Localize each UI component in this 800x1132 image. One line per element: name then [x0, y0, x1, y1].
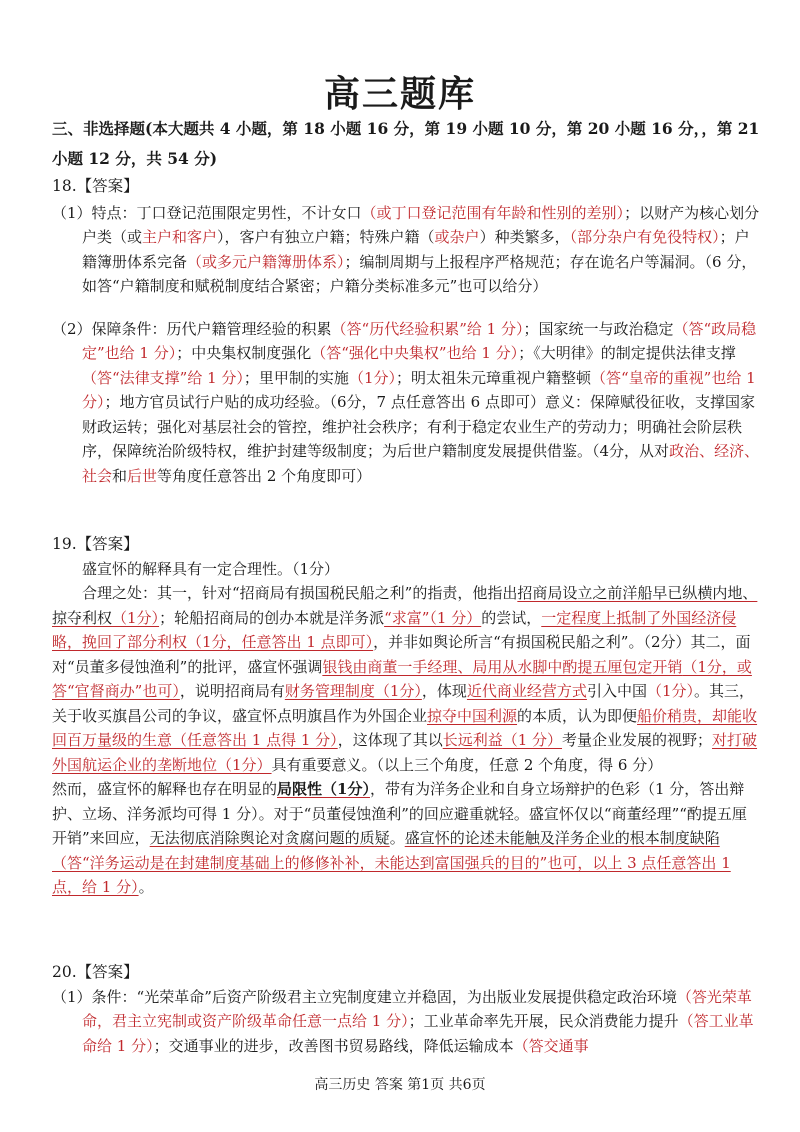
- text-span: ；编制周期与上报程序严格规范；存在诡名户等漏洞。（6 分，如答“户籍制度和赋税制度结合紧密；户籍分类标准多元”也可以给分）: [82, 252, 757, 295]
- underlined-point: 招商局设立之前洋船早已纵横内地、掠夺利权: [52, 584, 758, 627]
- text-span: ；明太祖朱元璋重视户籍整顿: [395, 368, 591, 387]
- question-19-label: 19.【答案】: [52, 535, 139, 553]
- text-span: 的本质，认为即便: [517, 706, 638, 725]
- text-span: （1）特点：丁口登记范围限定男性，不计女口: [52, 203, 362, 222]
- text-span: （2）保障条件：历代户籍管理经验的积累: [52, 319, 332, 338]
- text-span: （1）条件：“光荣革命”后资产阶级君主立宪制度建立并稳固，为出版业发展提供稳定政治环境: [52, 987, 677, 1006]
- answer-note: （或多元户籍簿册体系）: [187, 252, 345, 271]
- underlined-point: 无法彻底消除舆论对贪腐问题的质疑: [149, 829, 390, 847]
- underlined-point: 近代商业经营方式: [466, 682, 587, 700]
- question-19-limitation: [52, 777, 760, 900]
- text-span: 的尝试，: [481, 608, 542, 627]
- underlined-point: 对打破外国航运企业的垄断地位（1分）: [52, 731, 758, 774]
- underlined-point: 船价稍贵，却能收回百万量级的生意: [52, 706, 758, 749]
- answer-note: 主户和客户: [142, 228, 218, 246]
- text-span: ；户籍簿册体系完备: [82, 228, 750, 271]
- answer-note: （答交通事: [513, 1036, 589, 1055]
- question-20: [52, 960, 760, 1058]
- question-19-verdict: 盛宣怀的解释具有一定合理性。（1分）: [82, 559, 340, 578]
- question-20-label: 20.【答案】: [52, 963, 139, 981]
- question-18-label: 18.【答案】: [52, 177, 139, 195]
- text-span: ；以财产为核心划分户类（或: [82, 203, 760, 246]
- text-span: ；里甲制的实施: [243, 368, 349, 387]
- text-span: 考量企业发展的视野；: [562, 731, 713, 749]
- text-span: ，带有为洋务企业和自身立场辩护的色彩（1 分，答出辩护、立场、洋务派均可得 1 分）。对于“员董侵蚀渔利”的回应避重就轻。盛宣怀仅以“商董经理”“酌提五厘开销”来回应，: [52, 780, 747, 847]
- underlined-point: 掠夺中国利源: [427, 706, 518, 725]
- answer-note: （答“强化中央集权”也给 1 分）: [311, 344, 519, 362]
- question-18-part-2: [52, 317, 760, 489]
- answer-note: （答“历代经验积累”给 1 分）: [331, 319, 524, 338]
- answer-note: （或丁口登记范围有年龄和性别的差别）: [361, 203, 625, 222]
- text-span: 。: [138, 878, 154, 896]
- answer-note: （答“皇帝的重视”也给 1 分）: [82, 368, 756, 411]
- text-span: ；国家统一与政治稳定: [523, 319, 674, 338]
- answer-note: 长远利益（1 分）: [442, 731, 563, 749]
- question-19-reasonable: [52, 581, 760, 777]
- section-heading: 三、非选择题(本大题共 4 小题，第 18 小题 16 分，第 19 小题 10 分，第 20 小题 16 分，，第 21 小题 12 分，共 54 分): [52, 119, 760, 168]
- answer-note: （答“政局稳定”也给 1 分）: [82, 319, 757, 362]
- answer-note: （1分，任意答出 1 点即可）: [187, 633, 374, 651]
- underlined-point: 局限性（1分）: [277, 780, 370, 798]
- answer-note: （答光荣革命，君主立宪制或资产阶级革命任意一点给 1 分）: [82, 987, 752, 1030]
- text-span: 合理之处：其一，针对“招商局有损国税民船之利”的指责，他指出: [82, 584, 518, 602]
- answer-note: （1分）: [646, 682, 694, 700]
- text-span: ，说明招商局有: [179, 682, 285, 700]
- answer-note: （部分杂户有免役特权）: [569, 228, 720, 246]
- question-19: [52, 532, 760, 900]
- answer-note: （答“洋务运动是在封建制度基础上的修修补补，未能达到富国强兵的目的”也可，以上 3 点任意答出 1 点，给 1 分）: [52, 853, 731, 896]
- answer-note: （答工业革命给 1 分）: [82, 1012, 754, 1055]
- question-18: [52, 174, 760, 488]
- text-span: 。: [389, 829, 405, 847]
- answer-note: 后世: [127, 466, 158, 485]
- answer-note: （1分）: [112, 608, 160, 627]
- text-span: 具有重要意义。（以上三个角度，任意 2 个角度，得 6 分）: [271, 755, 663, 774]
- answer-note: （1分）: [348, 368, 396, 387]
- question-18-part-1: [52, 201, 760, 299]
- text-span: ，体现: [421, 682, 467, 700]
- text-span: ），客户有独立户籍；特殊户籍（: [217, 228, 435, 246]
- answer-note: “求富”（1 分）: [384, 608, 482, 627]
- text-span: ；中央集权制度强化: [176, 344, 312, 362]
- answer-note: （任意答出 1 点得 1 分）: [172, 731, 338, 749]
- text-span: 等角度任意答出 2 个角度即可）: [157, 466, 372, 485]
- text-span: ）种类繁多，: [479, 228, 570, 246]
- text-span: ，并非如舆论所言“有损国税民船之利”。（2分）其二，面对“员董多侵蚀渔利”的批评，盛宣怀强调: [52, 633, 751, 676]
- page-title: 高三题库: [323, 73, 476, 115]
- answer-note: 政治、经济、社会: [82, 442, 760, 485]
- text-span: ；地方官员试行户贴的成功经验。（6分，7 点任意答出 6 点即可）意义：保障赋役征收，支撑国家财政运转；强化对基层社会的管控，维护社会秩序；有利于稳定农业生产的劳动力；明确社会阶层秩序，保障统治阶级特权，维护封建等级制度；为后世户籍制度发展提供借鉴。（4分，从对: [82, 393, 755, 460]
- question-20-part-1: [52, 985, 760, 1059]
- text-span: 然而，盛宣怀的解释也存在明显的: [52, 780, 278, 798]
- text-span: ；交通事业的进步，改善图书贸易路线，降低运输成本: [153, 1036, 514, 1055]
- answer-note: 或杂户: [434, 228, 480, 246]
- answer-note: 财务管理制度（1分）: [284, 682, 422, 700]
- underlined-point: 一定程度上抵制了外国经济侵略，挽回了部分利权: [52, 608, 737, 651]
- page-footer: 高三历史 答案 第1页 共6页: [314, 1077, 486, 1093]
- text-span: 引入中国: [586, 682, 647, 700]
- text-span: ；工业革命率先开展，民众消费能力提升: [408, 1012, 679, 1030]
- answer-note: （1分，或答“官督商办”也可）: [52, 657, 752, 700]
- text-span: ；轮船招商局的创办本就是洋务派: [159, 608, 385, 627]
- text-span: 和: [112, 466, 128, 485]
- text-span: ，这体现了其以: [337, 731, 443, 749]
- text-span: 。其三，关于收买旗昌公司的争议，盛宣怀点明旗昌作为外国企业: [52, 682, 755, 725]
- answer-note: （答“法律支撑”给 1 分）: [82, 368, 244, 387]
- underlined-point: 盛宣怀的论述未能触及洋务企业的根本制度缺陷: [404, 829, 720, 847]
- underlined-point: 银钱由商董一手经理、局用从水脚中酌提五厘包定开销: [322, 657, 683, 676]
- text-span: ；《大明律》的制定提供法律支撑: [518, 344, 736, 362]
